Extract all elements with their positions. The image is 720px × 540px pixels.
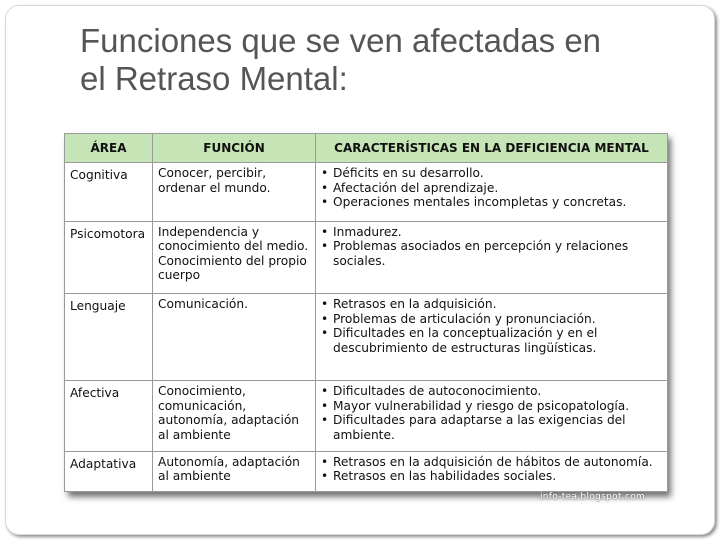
caracteristica-item: • Mayor vulnerabilidad y riesgo de psicopatología. bbox=[321, 399, 662, 414]
caracteristicas-cell bbox=[316, 294, 668, 381]
table-row bbox=[65, 451, 668, 491]
caracteristica-item: • Problemas de articulación y pronunciación. bbox=[321, 312, 662, 327]
functions-table-image bbox=[64, 133, 667, 492]
watermark-text: info-tea.blogspot.com bbox=[540, 492, 645, 502]
caracteristica-item: • Inmadurez. bbox=[321, 225, 662, 240]
caracteristica-item: • Retrasos en la adquisición. bbox=[321, 297, 662, 312]
area-cell: Psicomotora bbox=[65, 221, 153, 294]
table-row bbox=[65, 294, 668, 381]
caracteristica-item: • Déficits en su desarrollo. bbox=[321, 166, 662, 181]
table-header-row bbox=[65, 134, 668, 163]
area-cell: Afectiva bbox=[65, 380, 153, 451]
funcion-cell: Conocimiento, comunicación, autonomía, adaptación al ambiente bbox=[153, 380, 316, 451]
caracteristica-item: • Dificultades para adaptarse a las exigencias del ambiente. bbox=[321, 413, 662, 442]
header-funcion: FUNCIÓN bbox=[153, 134, 316, 163]
slide-title-line-2: el Retraso Mental: bbox=[80, 60, 348, 97]
table-row bbox=[65, 380, 668, 451]
funcion-cell: Independencia y conocimiento del medio. Conocimiento del propio cuerpo bbox=[153, 221, 316, 294]
caracteristica-item: • Dificultades de autoconocimiento. bbox=[321, 384, 662, 399]
funcion-cell: Autonomía, adaptación al ambiente bbox=[153, 451, 316, 491]
area-cell: Lenguaje bbox=[65, 294, 153, 381]
slide-title bbox=[80, 22, 680, 98]
table-row bbox=[65, 163, 668, 222]
funcion-cell: Conocer, percibir, ordenar el mundo. bbox=[153, 163, 316, 222]
caracteristica-item: • Retrasos en la adquisición de hábitos de autonomía. bbox=[321, 455, 662, 470]
caracteristica-item: • Afectación del aprendizaje. bbox=[321, 181, 662, 196]
functions-table bbox=[64, 133, 668, 492]
caracteristica-item: • Dificultades en la conceptualización y en el descubrimiento de estructuras lingüísticas. bbox=[321, 326, 662, 355]
header-area: ÁREA bbox=[65, 134, 153, 163]
table-row bbox=[65, 221, 668, 294]
slide-title-line-1: Funciones que se ven afectadas en bbox=[80, 22, 602, 59]
funcion-cell: Comunicación. bbox=[153, 294, 316, 381]
caracteristicas-cell bbox=[316, 380, 668, 451]
area-cell: Adaptativa bbox=[65, 451, 153, 491]
header-caracteristicas: CARACTERÍSTICAS EN LA DEFICIENCIA MENTAL bbox=[316, 134, 668, 163]
caracteristicas-cell bbox=[316, 221, 668, 294]
caracteristica-item: • Retrasos en las habilidades sociales. bbox=[321, 469, 662, 484]
caracteristica-item: • Problemas asociados en percepción y relaciones sociales. bbox=[321, 239, 662, 268]
caracteristicas-cell bbox=[316, 451, 668, 491]
area-cell: Cognitiva bbox=[65, 163, 153, 222]
caracteristica-item: • Operaciones mentales incompletas y concretas. bbox=[321, 195, 662, 210]
caracteristicas-cell bbox=[316, 163, 668, 222]
